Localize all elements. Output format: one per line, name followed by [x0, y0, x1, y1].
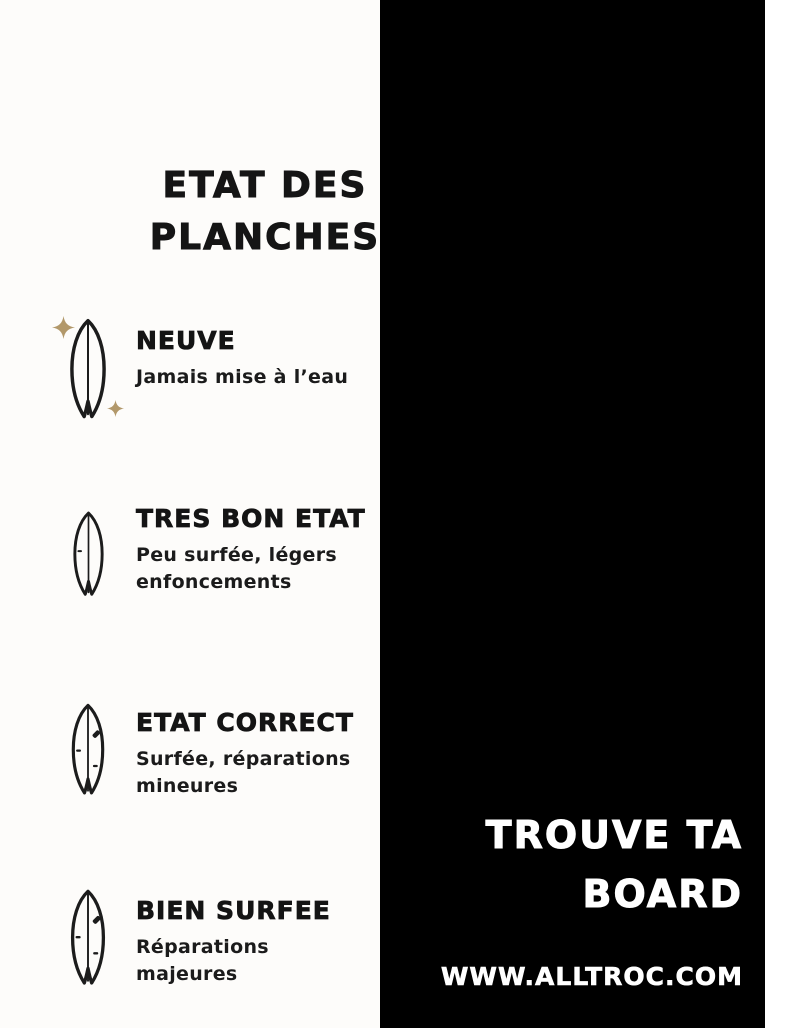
- right-panel: [380, 0, 765, 1028]
- surfboard-new-icon: [65, 308, 111, 430]
- condition-item: [56, 492, 386, 616]
- condition-description: Jamais mise à l’eau: [136, 366, 349, 388]
- headline-line-2: BOARD: [582, 872, 743, 916]
- surfboard-major-repairs-icon: [66, 870, 110, 1005]
- title-line-1: ETAT DES: [162, 165, 368, 206]
- headline-line-1: TROUVE TA: [485, 813, 743, 857]
- condition-title: NEUVE: [136, 326, 236, 355]
- right-margin: [765, 0, 800, 1028]
- condition-description: Surfée, réparations mineures: [136, 748, 351, 797]
- condition-title: TRES BON ETAT: [136, 504, 366, 533]
- condition-title: BIEN SURFEE: [136, 896, 331, 925]
- surfboard-light-dings-icon: [69, 492, 108, 616]
- condition-item: [56, 870, 386, 1005]
- condition-description: Peu surfée, légers enfoncements: [136, 544, 337, 593]
- title-line-2: PLANCHES: [149, 217, 381, 258]
- condition-description: Réparations majeures: [136, 936, 269, 985]
- condition-item: [56, 686, 386, 813]
- headline: [486, 806, 743, 924]
- condition-item: [56, 308, 386, 430]
- website-url: WWW.ALLTROC.COM: [440, 962, 743, 991]
- surfboard-minor-repairs-icon: [67, 686, 109, 813]
- condition-title: ETAT CORRECT: [136, 708, 354, 737]
